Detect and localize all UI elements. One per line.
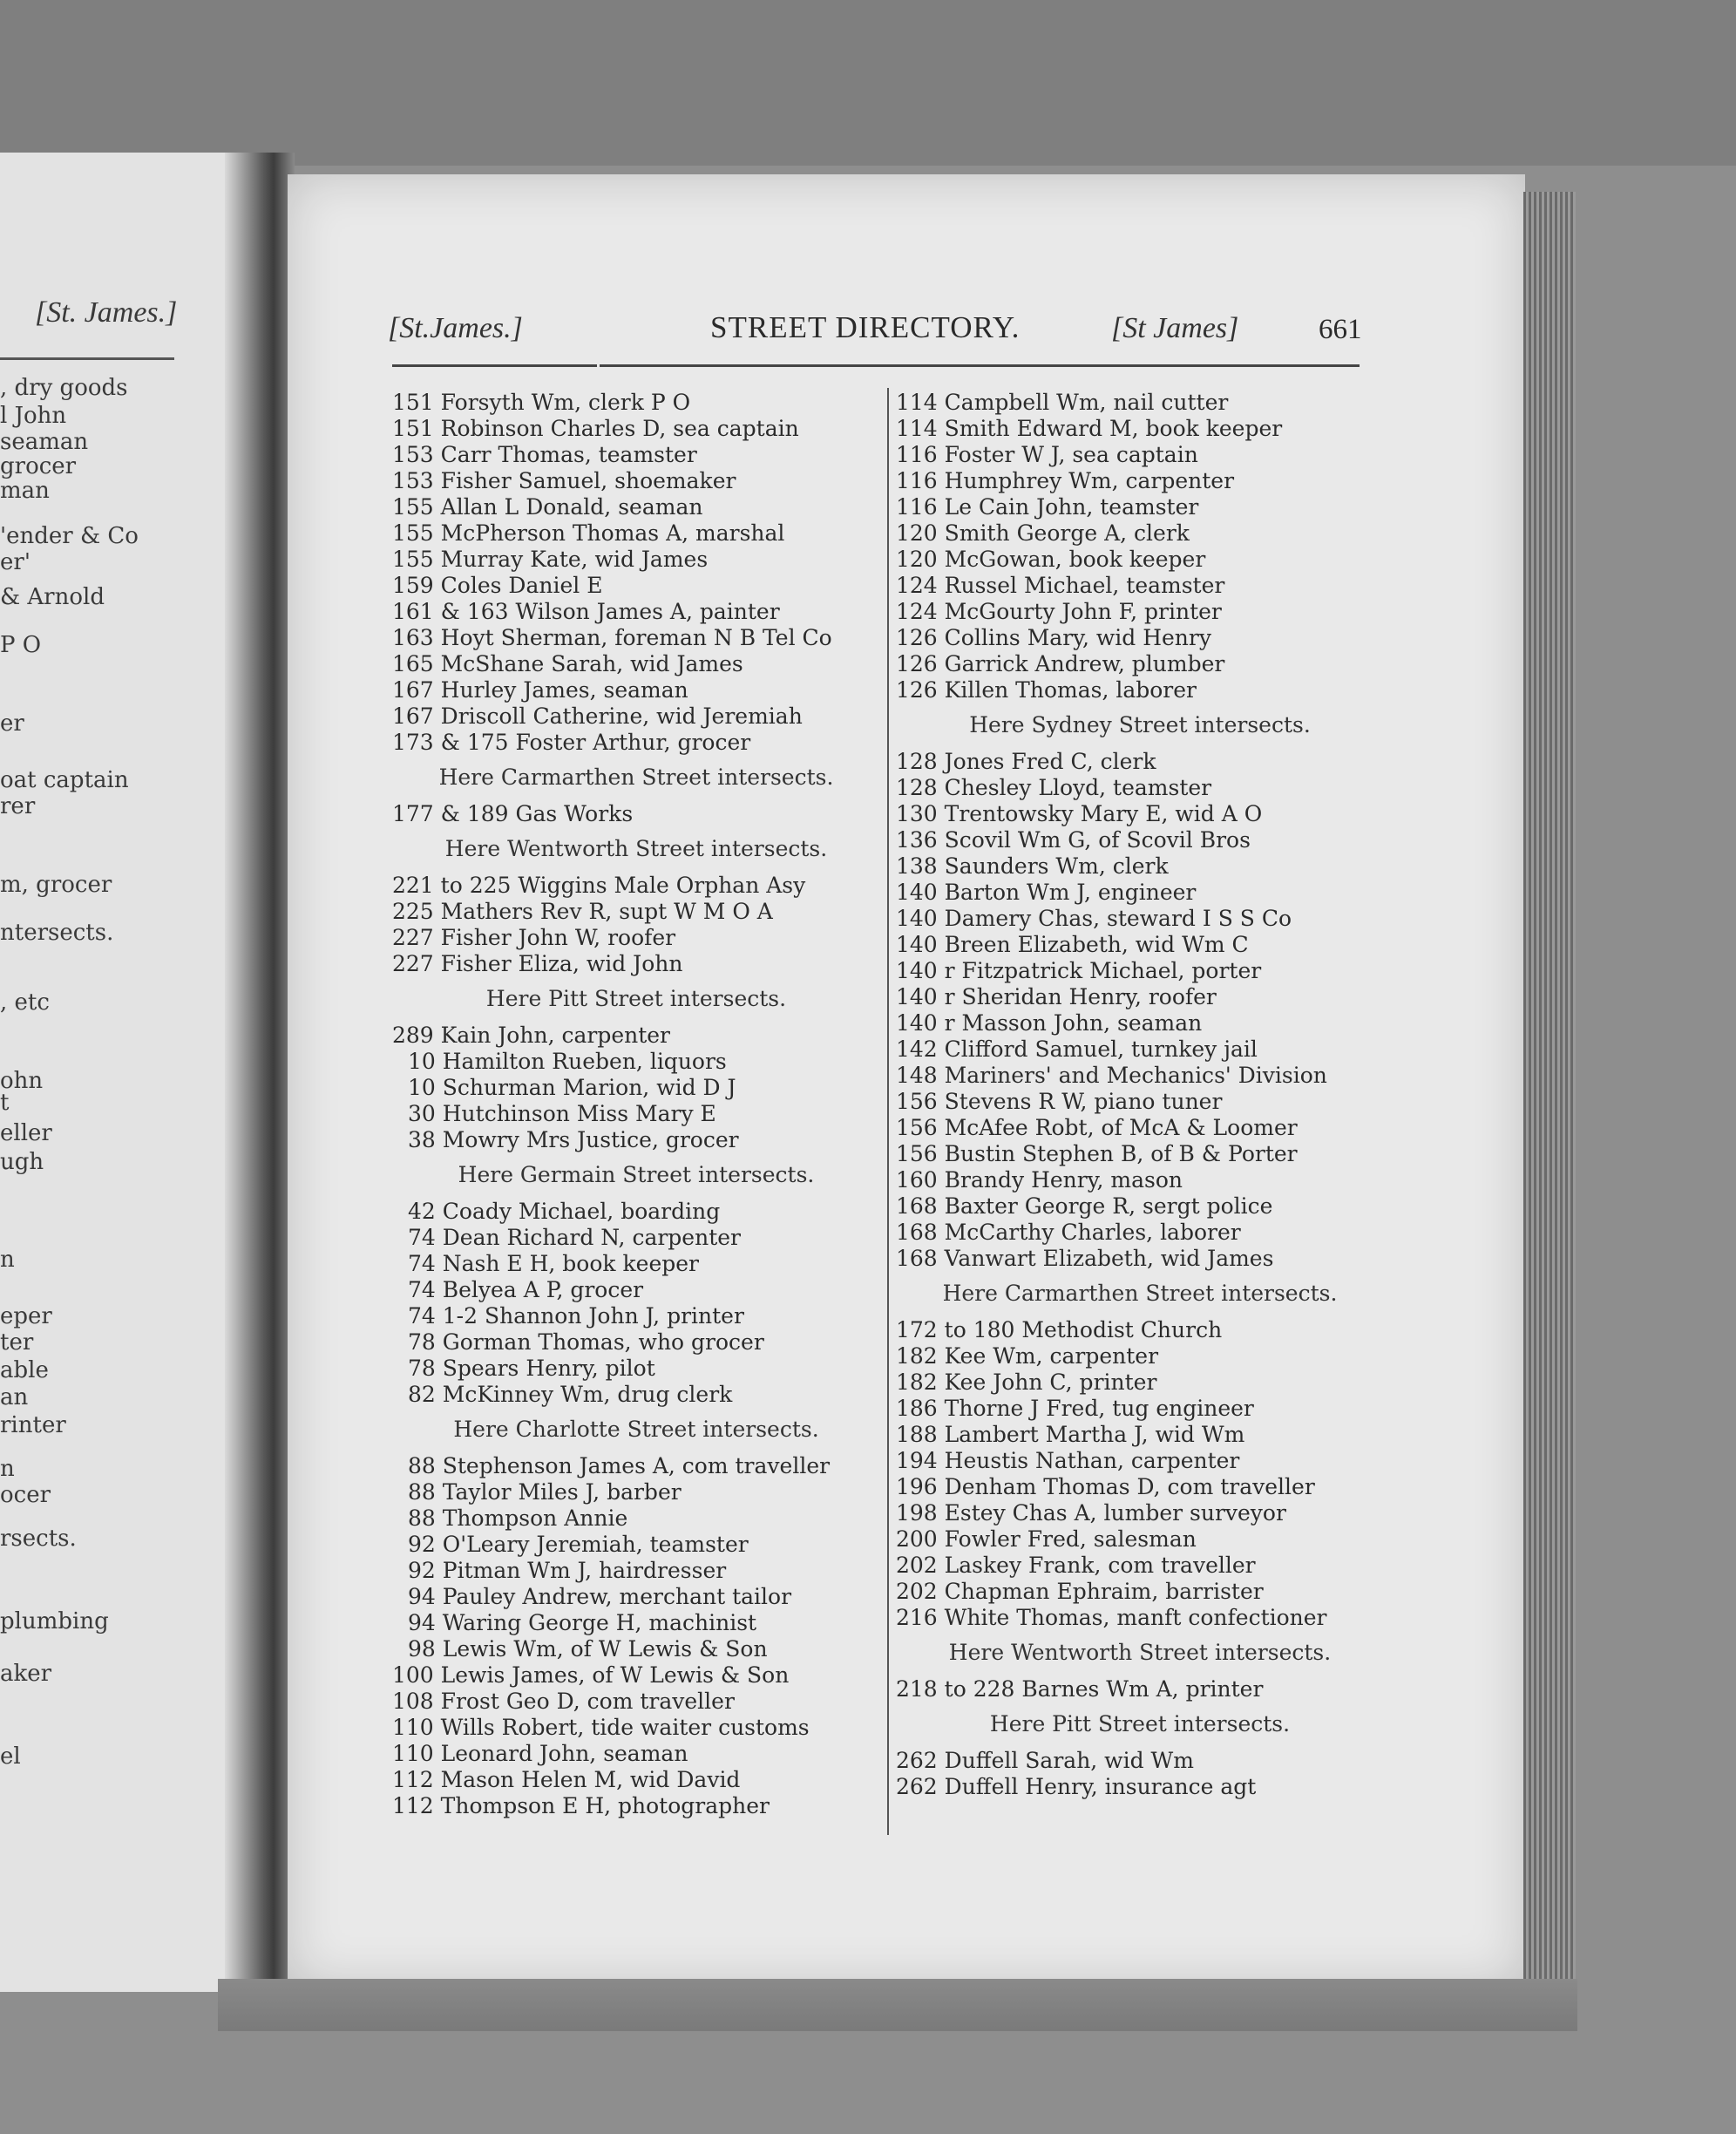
previous-page-fragment: ntersects. bbox=[0, 920, 114, 946]
bottom-shadow bbox=[218, 1979, 1577, 2031]
directory-entry: 188 Lambert Martha J, wid Wm bbox=[896, 1422, 1245, 1447]
directory-entry: 151 Robinson Charles D, sea captain bbox=[392, 416, 799, 441]
directory-entry: 225 Mathers Rev R, supt W M O A bbox=[392, 899, 773, 924]
directory-entry: 161 & 163 Wilson James A, painter bbox=[392, 599, 780, 624]
previous-page-header: [St. James.] bbox=[35, 296, 178, 329]
directory-entry: 42 Coady Michael, boarding bbox=[408, 1199, 721, 1224]
directory-entry: 221 to 225 Wiggins Male Orphan Asy bbox=[392, 873, 806, 898]
directory-entry: 155 McPherson Thomas A, marshal bbox=[392, 520, 785, 546]
previous-page-fragment: rer bbox=[0, 793, 36, 819]
directory-entry: 153 Carr Thomas, teamster bbox=[392, 442, 697, 467]
directory-entry: 172 to 180 Methodist Church bbox=[896, 1317, 1223, 1342]
directory-entry: 177 & 189 Gas Works bbox=[392, 801, 634, 826]
directory-entry: 74 Nash E H, book keeper bbox=[408, 1251, 699, 1276]
directory-entry: 10 Hamilton Rueben, liquors bbox=[408, 1049, 727, 1074]
directory-entry: 94 Waring George H, machinist bbox=[408, 1610, 757, 1635]
directory-entry: 88 Thompson Annie bbox=[408, 1505, 628, 1531]
directory-entry: 198 Estey Chas A, lumber surveyor bbox=[896, 1500, 1286, 1526]
right-column bbox=[896, 390, 1384, 1800]
directory-entry: 88 Taylor Miles J, barber bbox=[408, 1479, 682, 1505]
directory-entry: 196 Denham Thomas D, com traveller bbox=[896, 1474, 1315, 1499]
previous-page-fragment: eller bbox=[0, 1120, 52, 1146]
previous-page-fragment: plumbing bbox=[0, 1608, 109, 1634]
directory-entry: 74 1-2 Shannon John J, printer bbox=[408, 1303, 744, 1329]
directory-entry: 78 Spears Henry, pilot bbox=[408, 1356, 655, 1381]
directory-entry: 159 Coles Daniel E bbox=[392, 573, 603, 598]
directory-entry: 202 Laskey Frank, com traveller bbox=[896, 1553, 1256, 1578]
directory-entry: 82 McKinney Wm, drug clerk bbox=[408, 1382, 733, 1407]
directory-entry: 138 Saunders Wm, clerk bbox=[896, 853, 1169, 879]
directory-entry: 140 Barton Wm J, engineer bbox=[896, 880, 1197, 905]
header-rule-left bbox=[392, 364, 597, 367]
directory-entry: 110 Wills Robert, tide waiter customs bbox=[392, 1715, 810, 1740]
book-gutter bbox=[225, 153, 295, 1992]
previous-page-fragment: n bbox=[0, 1456, 15, 1482]
previous-page-fragment: t bbox=[0, 1090, 10, 1116]
intersection-note: Here Wentworth Street intersects. bbox=[444, 836, 828, 861]
directory-entry: 140 r Sheridan Henry, roofer bbox=[896, 984, 1217, 1009]
directory-entry: 148 Mariners' and Mechanics' Division bbox=[896, 1063, 1327, 1088]
previous-page-fragment: eper bbox=[0, 1303, 52, 1329]
directory-entry: 186 Thorne J Fred, tug engineer bbox=[896, 1396, 1254, 1421]
directory-entry: 160 Brandy Henry, mason bbox=[896, 1167, 1183, 1193]
directory-entry: 168 Vanwart Elizabeth, wid James bbox=[896, 1246, 1274, 1271]
page-number: 661 bbox=[1319, 314, 1362, 345]
previous-page-fragment: , etc bbox=[0, 989, 50, 1016]
running-header-right: [St James] bbox=[1111, 312, 1239, 344]
directory-entry: 142 Clifford Samuel, turnkey jail bbox=[896, 1036, 1258, 1062]
directory-entry: 227 Fisher Eliza, wid John bbox=[392, 951, 683, 976]
previous-page-fragment: l John bbox=[0, 403, 67, 429]
directory-entry: 112 Mason Helen M, wid David bbox=[392, 1767, 741, 1792]
directory-entry: 100 Lewis James, of W Lewis & Son bbox=[392, 1662, 790, 1688]
previous-page-fragment: ter bbox=[0, 1329, 34, 1356]
directory-entry: 128 Chesley Lloyd, teamster bbox=[896, 775, 1212, 800]
directory-entry: 156 Bustin Stephen B, of B & Porter bbox=[896, 1141, 1298, 1166]
directory-entry: 194 Heustis Nathan, carpenter bbox=[896, 1448, 1240, 1473]
directory-entry: 92 O'Leary Jeremiah, teamster bbox=[408, 1532, 749, 1557]
previous-page-fragment: rinter bbox=[0, 1412, 66, 1438]
directory-entry: 114 Smith Edward M, book keeper bbox=[896, 416, 1283, 441]
intersection-note: Here Sydney Street intersects. bbox=[969, 712, 1311, 737]
directory-entry: 126 Killen Thomas, laborer bbox=[896, 677, 1197, 703]
directory-entry: 140 Breen Elizabeth, wid Wm C bbox=[896, 932, 1249, 957]
directory-entry: 120 McGowan, book keeper bbox=[896, 547, 1206, 572]
previous-page-fragment: er bbox=[0, 710, 24, 737]
directory-entry: 124 Russel Michael, teamster bbox=[896, 573, 1225, 598]
directory-entry: 200 Fowler Fred, salesman bbox=[896, 1526, 1197, 1552]
directory-entry: 262 Duffell Henry, insurance agt bbox=[896, 1774, 1257, 1799]
directory-entry: 124 McGourty John F, printer bbox=[896, 599, 1222, 624]
directory-entry: 136 Scovil Wm G, of Scovil Bros bbox=[896, 827, 1251, 853]
previous-page-fragment: grocer bbox=[0, 453, 77, 479]
previous-page-fragment: seaman bbox=[0, 429, 89, 455]
directory-entry: 227 Fisher John W, roofer bbox=[392, 925, 676, 950]
running-header-title: STREET DIRECTORY. bbox=[710, 310, 1021, 344]
previous-page-fragment: m, grocer bbox=[0, 872, 112, 898]
directory-entry: 262 Duffell Sarah, wid Wm bbox=[896, 1748, 1194, 1773]
intersection-note: Here Wentworth Street intersects. bbox=[948, 1640, 1332, 1665]
previous-page-fragment: able bbox=[0, 1357, 49, 1383]
directory-entry: 92 Pitman Wm J, hairdresser bbox=[408, 1558, 727, 1583]
intersection-note: Here Carmarthen Street intersects. bbox=[438, 765, 834, 790]
directory-entry: 156 Stevens R W, piano tuner bbox=[896, 1089, 1223, 1114]
directory-entry: 140 r Fitzpatrick Michael, porter bbox=[896, 958, 1262, 983]
directory-entry: 110 Leonard John, seaman bbox=[392, 1741, 688, 1766]
directory-entry: 120 Smith George A, clerk bbox=[896, 520, 1190, 546]
intersection-note: Here Pitt Street intersects. bbox=[989, 1711, 1291, 1736]
previous-page-rule bbox=[0, 357, 174, 360]
directory-entry: 153 Fisher Samuel, shoemaker bbox=[392, 468, 736, 493]
directory-entry: 116 Le Cain John, teamster bbox=[896, 494, 1199, 520]
previous-page-fragment: oat captain bbox=[0, 767, 129, 793]
directory-entry: 156 McAfee Robt, of McA & Loomer bbox=[896, 1115, 1298, 1140]
previous-page-fragment: ocer bbox=[0, 1482, 51, 1508]
directory-entry: 38 Mowry Mrs Justice, grocer bbox=[408, 1127, 739, 1152]
intersection-note: Here Pitt Street intersects. bbox=[485, 986, 787, 1011]
directory-entry: 112 Thompson E H, photographer bbox=[392, 1793, 770, 1818]
previous-page-fragment: man bbox=[0, 478, 50, 504]
directory-entry: 182 Kee John C, printer bbox=[896, 1369, 1157, 1395]
directory-entry: 173 & 175 Foster Arthur, grocer bbox=[392, 730, 751, 755]
directory-entry: 167 Driscoll Catherine, wid Jeremiah bbox=[392, 703, 803, 729]
directory-entry: 289 Kain John, carpenter bbox=[392, 1023, 671, 1048]
previous-page-fragment: n bbox=[0, 1247, 15, 1273]
directory-entry: 168 McCarthy Charles, laborer bbox=[896, 1220, 1241, 1245]
previous-page-fragment: an bbox=[0, 1384, 29, 1410]
directory-entry: 98 Lewis Wm, of W Lewis & Son bbox=[408, 1636, 768, 1662]
directory-entry: 218 to 228 Barnes Wm A, printer bbox=[896, 1676, 1264, 1702]
directory-entry: 163 Hoyt Sherman, foreman N B Tel Co bbox=[392, 625, 832, 650]
directory-entry: 182 Kee Wm, carpenter bbox=[896, 1343, 1159, 1369]
page-edges bbox=[1523, 192, 1576, 1979]
previous-page-fragment: rsects. bbox=[0, 1526, 77, 1552]
directory-entry: 140 r Masson John, seaman bbox=[896, 1010, 1203, 1036]
directory-entry: 10 Schurman Marion, wid D J bbox=[408, 1075, 736, 1100]
previous-page-fragment: ohn bbox=[0, 1068, 44, 1094]
directory-entry: 74 Dean Richard N, carpenter bbox=[408, 1225, 741, 1250]
previous-page-fragment: ugh bbox=[0, 1149, 44, 1175]
scan-background bbox=[0, 0, 1736, 166]
directory-entry: 74 Belyea A P, grocer bbox=[408, 1277, 644, 1302]
directory-entry: 128 Jones Fred C, clerk bbox=[896, 749, 1156, 774]
intersection-note: Here Carmarthen Street intersects. bbox=[942, 1281, 1338, 1306]
column-separator bbox=[887, 388, 889, 1835]
directory-entry: 151 Forsyth Wm, clerk P O bbox=[392, 390, 691, 415]
previous-page-fragment: aker bbox=[0, 1661, 52, 1687]
directory-entry: 126 Garrick Andrew, plumber bbox=[896, 651, 1225, 676]
header-rule-right bbox=[600, 364, 1360, 367]
directory-entry: 168 Baxter George R, sergt police bbox=[896, 1193, 1273, 1219]
left-column bbox=[392, 390, 880, 1819]
running-header-left: [St.James.] bbox=[388, 312, 523, 344]
directory-entry: 116 Humphrey Wm, carpenter bbox=[896, 468, 1235, 493]
directory-entry: 78 Gorman Thomas, who grocer bbox=[408, 1329, 764, 1355]
directory-entry: 108 Frost Geo D, com traveller bbox=[392, 1689, 735, 1714]
intersection-note: Here Germain Street intersects. bbox=[458, 1162, 815, 1187]
previous-page-fragment: 'ender & Co bbox=[0, 523, 139, 549]
previous-page-fragment: , dry goods bbox=[0, 375, 128, 401]
directory-entry: 216 White Thomas, manft confectioner bbox=[896, 1605, 1327, 1630]
directory-entry: 126 Collins Mary, wid Henry bbox=[896, 625, 1211, 650]
directory-entry: 202 Chapman Ephraim, barrister bbox=[896, 1579, 1264, 1604]
directory-entry: 130 Trentowsky Mary E, wid A O bbox=[896, 801, 1263, 826]
directory-entry: 94 Pauley Andrew, merchant tailor bbox=[408, 1584, 792, 1609]
intersection-note: Here Charlotte Street intersects. bbox=[453, 1417, 819, 1442]
directory-entry: 30 Hutchinson Miss Mary E bbox=[408, 1101, 716, 1126]
directory-entry: 140 Damery Chas, steward I S S Co bbox=[896, 906, 1292, 931]
directory-entry: 155 Murray Kate, wid James bbox=[392, 547, 709, 572]
directory-entry: 116 Foster W J, sea captain bbox=[896, 442, 1198, 467]
directory-entry: 165 McShane Sarah, wid James bbox=[392, 651, 743, 676]
directory-entry: 114 Campbell Wm, nail cutter bbox=[896, 390, 1229, 415]
previous-page-fragment: er' bbox=[0, 549, 31, 575]
directory-entry: 155 Allan L Donald, seaman bbox=[392, 494, 703, 520]
directory-entry: 167 Hurley James, seaman bbox=[392, 677, 688, 703]
directory-entry: 88 Stephenson James A, com traveller bbox=[408, 1453, 831, 1478]
previous-page-fragment: P O bbox=[0, 632, 42, 658]
previous-page-fragment: el bbox=[0, 1743, 21, 1770]
previous-page-fragment: & Arnold bbox=[0, 584, 105, 610]
